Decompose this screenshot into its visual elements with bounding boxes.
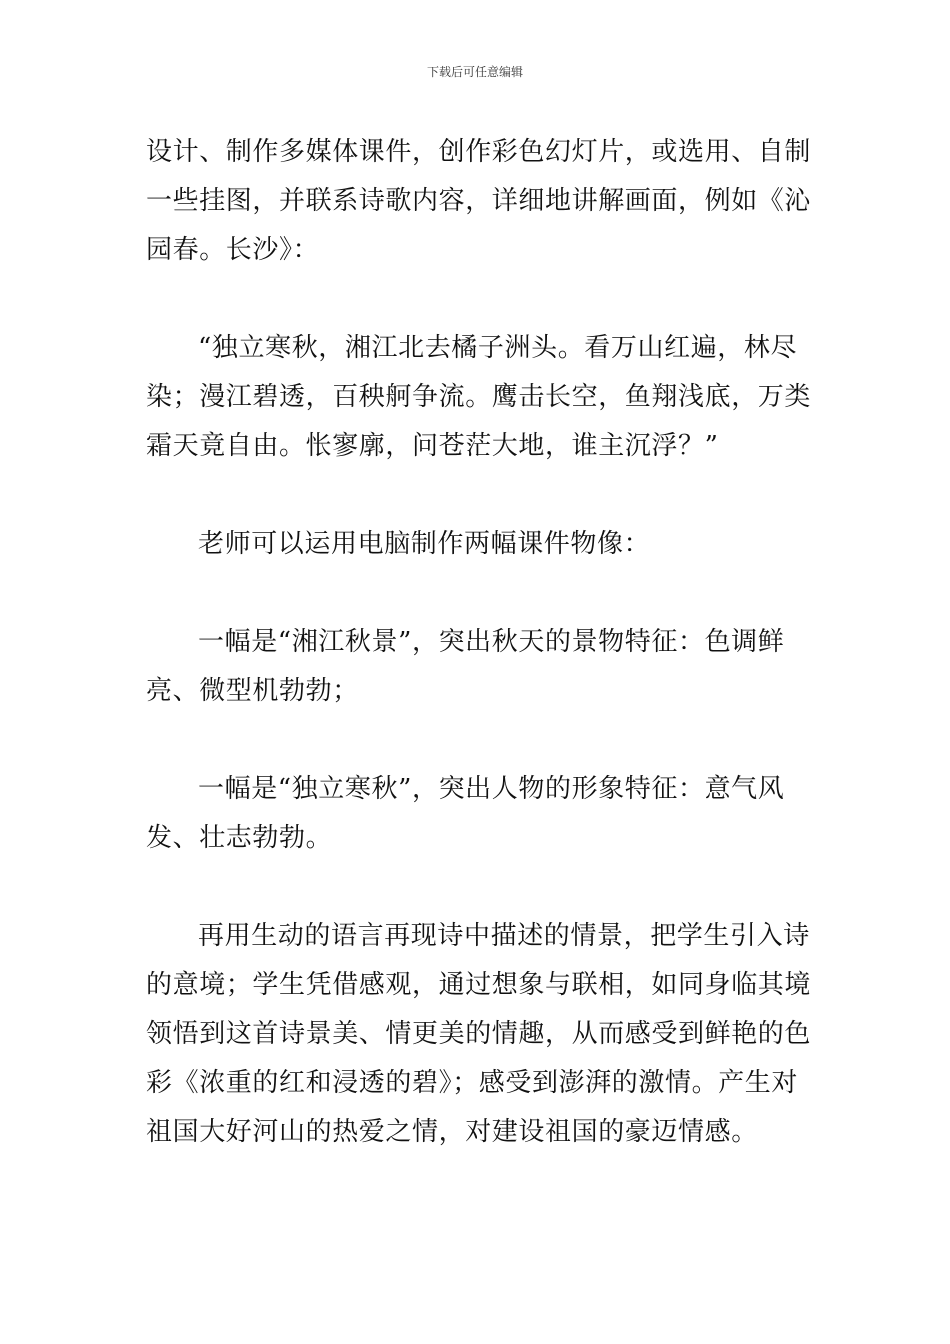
text-line: 彩《浓重的红和浸透的碧》；感受到澎湃的激情。产生对 <box>146 1068 799 1098</box>
text-line: 霜天竟自由。怅寥廓，问苍茫大地，谁主沉浮？” <box>146 431 719 461</box>
text-line: 祖国大好河山的热爱之情，对建设祖国的豪迈情感。 <box>146 1117 758 1147</box>
text-line: 一些挂图，并联系诗歌内容，详细地讲解画面，例如《沁 <box>146 186 812 216</box>
paragraph-5 <box>146 765 806 863</box>
text-line: 设计、制作多媒体课件，创作彩色幻灯片，或选用、自制 <box>146 137 812 167</box>
text-line: 园春。长沙》： <box>146 235 320 265</box>
text-line: 亮、微型机勃勃； <box>146 676 359 706</box>
paragraph-6 <box>146 912 812 1157</box>
text-line: 染；漫江碧透，百秧舸争流。鹰击长空，鱼翔浅底，万类 <box>146 382 812 412</box>
text-line: 发、壮志勃勃。 <box>146 823 333 853</box>
paragraph-3 <box>146 520 806 569</box>
page-header: 下载后可任意编辑 <box>426 65 523 79</box>
text-line: 再用生动的语言再现诗中描述的情景，把学生引入诗 <box>198 921 810 951</box>
text-line: 一幅是“湘江秋景”，突出秋天的景物特征：色调鲜 <box>198 627 785 657</box>
text-line: 的意境；学生凭借感观，通过想象与联相，如同身临其境 <box>146 970 812 1000</box>
paragraph-1 <box>146 128 812 275</box>
paragraph-4 <box>146 618 806 716</box>
paragraph-2-poem-quote <box>146 324 812 471</box>
text-line: 老师可以运用电脑制作两幅课件物像： <box>198 529 651 559</box>
text-line: “独立寒秋，湘江北去橘子洲头。看万山红遍，林尽 <box>198 333 798 363</box>
text-line: 一幅是“独立寒秋”，突出人物的形象特征：意气风 <box>198 774 785 804</box>
document-body <box>146 128 812 1157</box>
text-line: 领悟到这首诗景美、情更美的情趣，从而感受到鲜艳的色 <box>146 1019 812 1049</box>
